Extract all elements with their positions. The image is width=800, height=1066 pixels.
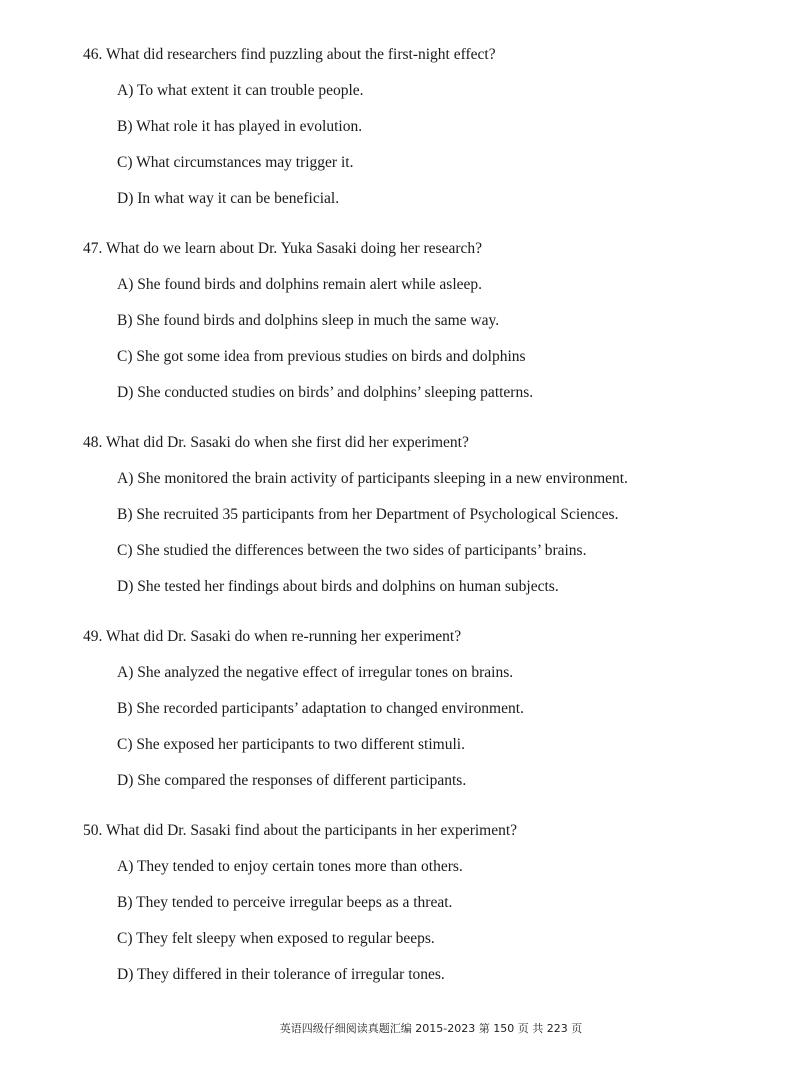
answer-option: C) She exposed her participants to two different stimuli. bbox=[117, 736, 465, 753]
question-stem: 50. What did Dr. Sasaki find about the participants in her experiment? bbox=[83, 822, 518, 839]
answer-option: C) What circumstances may trigger it. bbox=[117, 154, 354, 171]
answer-option: B) She recruited 35 participants from her Department of Psychological Sciences. bbox=[117, 506, 619, 523]
answer-option: A) She monitored the brain activity of participants sleeping in a new environment. bbox=[117, 470, 628, 487]
question-stem: 47. What do we learn about Dr. Yuka Sasaki doing her research? bbox=[83, 240, 482, 257]
answer-option: A) To what extent it can trouble people. bbox=[117, 82, 364, 99]
answer-option: A) She found birds and dolphins remain alert while asleep. bbox=[117, 276, 483, 293]
answer-option: C) She studied the differences between the two sides of participants’ brains. bbox=[117, 542, 587, 559]
page-footer: 英语四级仔细阅读真题汇编 2015-2023 第 150 页 共 223 页 bbox=[279, 1022, 583, 1035]
answer-option: D) She tested her findings about birds and dolphins on human subjects. bbox=[117, 578, 559, 595]
answer-option: B) They tended to perceive irregular beeps as a threat. bbox=[117, 894, 453, 911]
answer-option: A) She analyzed the negative effect of irregular tones on brains. bbox=[117, 664, 514, 681]
question-stem: 48. What did Dr. Sasaki do when she first did her experiment? bbox=[83, 434, 469, 451]
answer-option: D) They differed in their tolerance of irregular tones. bbox=[117, 966, 445, 983]
answer-option: B) She recorded participants’ adaptation to changed environment. bbox=[117, 700, 524, 717]
answer-option: C) They felt sleepy when exposed to regular beeps. bbox=[117, 930, 435, 947]
answer-option: D) In what way it can be beneficial. bbox=[117, 190, 340, 207]
answer-option: D) She compared the responses of different participants. bbox=[117, 772, 467, 789]
answer-option: A) They tended to enjoy certain tones more than others. bbox=[117, 858, 463, 875]
question-stem: 46. What did researchers find puzzling about the first-night effect? bbox=[83, 46, 496, 63]
answer-option: B) She found birds and dolphins sleep in much the same way. bbox=[117, 312, 500, 329]
answer-option: B) What role it has played in evolution. bbox=[117, 118, 363, 135]
answer-option: D) She conducted studies on birds’ and dolphins’ sleeping patterns. bbox=[117, 384, 534, 401]
question-stem: 49. What did Dr. Sasaki do when re-running her experiment? bbox=[83, 628, 462, 645]
answer-option: C) She got some idea from previous studies on birds and dolphins bbox=[117, 348, 526, 365]
